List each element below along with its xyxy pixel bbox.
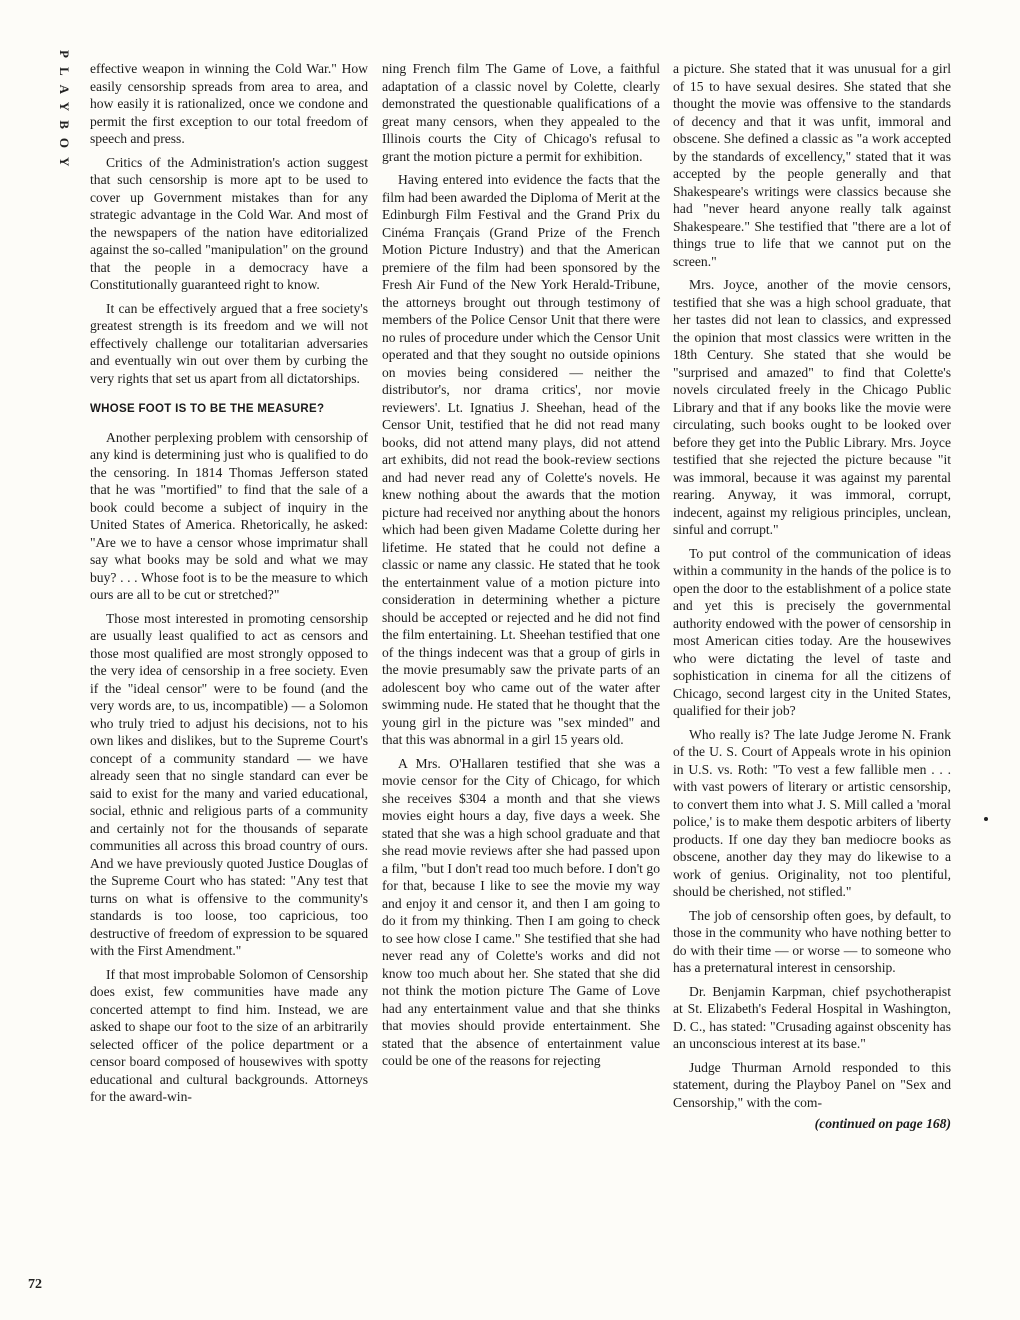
bullet-mark <box>984 817 988 821</box>
section-heading: WHOSE FOOT IS TO BE THE MEASURE? <box>90 403 325 415</box>
paragraph: Dr. Benjamin Karpman, chief psychotherapist at St. Elizabeth's Federal Hospital in Washington, D. C., has stated: "Crusading against obscenity has an unconscious interest at its base." <box>673 983 951 1051</box>
paragraph: Mrs. Joyce, another of the movie censors, testified that she was a high school graduate, that her tastes did not lean to classics, and expressed the opinion that most classics were written in the 18th Century. She stated that she would be "surprised and amazed" to find that Colette's novels circulated freely in the Chicago Public Library and that if any books like the movie were circulating, such books ought to be looked over before they get into the Public Library. Mrs. Joyce testified that she rejected the picture because "it was immoral, because it was against my parental rearing. Anyway, it was immoral, corrupt, indecent, against my religious principles, unclean, sinful and corrupt." <box>673 277 951 537</box>
masthead-playboy: PLAYBOY <box>57 50 72 176</box>
column-1 <box>90 60 368 1112</box>
paragraph: ning French film The Game of Love, a faithful adaptation of a classic novel by Colette, clearly demonstrated the questionable qualifications of a great many censors, when they appealed to the Illinois courts the City of Chicago's refusal to grant the motion picture a permit for exhibition. <box>382 61 660 164</box>
page-number: 72 <box>28 1277 42 1292</box>
paragraph: Having entered into evidence the facts that the film had been awarded the Diploma of Merit at the Edinburgh Film Festival and the Grand Prix du Cinéma Français (Grand Prize of the French Motion Picture Industry) and that the American premiere of the film had been sponsored by the Fresh Air Fund of the New York Herald-Tribune, the attorneys brought out through testimony of members of the Police Censor Unit that there were no rules of procedure under which the Censor Unit operated and that they sought no outside opinions on movies being considered — neither the distributor's, nor drama critics', nor movie reviewers'. Lt. Ignatius J. Sheehan, head of the Censor Unit, testified that he did not read many books, did not attend many plays, did not attend art exhibits, did not read the book-review sections and had never read any of Colette's novels. He knew nothing about the awards that the motion picture had received nor anything about the honors which had been given Madame Colette during her lifetime. He stated that he could not define a classic or name any classic. He stated that he took the entertainment value of a motion picture into consideration in determining whether a picture should be accepted or rejected and he did not find the film entertaining. Lt. Sheehan testified that one of the things indecent was that a group of girls in the movie presumably saw the private parts of an adolescent boy who came out of the water after swimming nude. He stated that he thought that the young girl in the picture was "sex minded" and that this was abnormal in a girl 15 years old. <box>382 172 660 747</box>
paragraph: To put control of the communication of ideas within a community in the hands of the police is to open the door to the establishment of a police state and yet this is precisely the governmental authority endowed with the power of censorship in most American cities today. Are the housewives who were dictating the level of taste and sophistication in cinema for all the citizens of Chicago, second largest city in the United States, qualified for their job? <box>673 545 951 718</box>
paragraph: Judge Thurman Arnold responded to this statement, during the Playboy Panel on "Sex and Censorship," with the com- <box>673 1059 951 1110</box>
paragraph: Who really is? The late Judge Jerome N. Frank of the U. S. Court of Appeals wrote in his opinion in U.S. vs. Roth: "To vest a few fallible men . . . with vast powers of literary or artistic censorship, to convert them into what J. S. Mill called a 'moral police,' is to make them despotic arbiters of liberty products. If one day they ban mediocre books as obscene, another day they may do likewise to a work of genius. Originality, not too plentiful, should be cherished, not stifled." <box>673 726 951 899</box>
paragraph: effective weapon in winning the Cold War." How easily censorship spreads from area to area, and how easily it is rationalized, once we condone and permit the first exception to our total freedom of speech and press. <box>90 61 368 146</box>
paragraph: It can be effectively argued that a free society's greatest strength is its freedom and we will not effectively challenge our totalitarian adversaries and eventually win out over them by curbing the very rights that set us apart from all dictatorships. <box>90 300 368 386</box>
paragraph: A Mrs. O'Hallaren testified that she was a movie censor for the City of Chicago, for which she receives $304 a month and that she views movies eight hours a day, five days a week. She stated that she was a high school graduate and that she read movie reviews after she had passed upon a film, "but I don't read too much before. I don't go for that, because I like to see the movie my way and enjoy it and censor it, and then I am going to do it from my thinking. Then I am going to check to see how close I came." She testified that she had never read any of Colette's works and did not know too much about her. She stated that she did not think the motion picture The Game of Love had any entertainment value and that she thinks that movies should provide entertainment. She stated that the absence of entertainment value could be one of the reasons for rejecting <box>382 755 660 1068</box>
paragraph: If that most improbable Solomon of Censorship does exist, few communities have made any concerted attempt to find him. Instead, we are asked to shape our foot to the size of an arbitrarily selected officer of the police department or a censor board composed of housewives with spotty educational and cultural backgrounds. Attorneys for the award-win- <box>90 966 368 1104</box>
paragraph: Those most interested in promoting censorship are usually least qualified to act as censors and those most qualified are most strongly opposed to the very idea of censorship in a free society. Even if the "ideal censor" were to be found (and the very words are, to us, incompatible) — a Solomon who truly tried to adjust his decisions, not to his own likes and dislikes, but to the Supreme Court's concept of a community standard — we have already seen that no single standard can ever be said to exist for the many and varied educational, social, ethnic and religious parts of a community and certainly not for the thousands of separate communities all across this broad country of ours. And we have previously quoted Justice Douglas of the Supreme Court who has stated: "Any test that turns on what is offensive to the community's standards is too loose, too capricious, too destructive of freedom of expression to be squared with the First Amendment." <box>90 610 368 958</box>
paragraph: Another perplexing problem with censorship of any kind is determining just who is qualified to do the censoring. In 1814 Thomas Jefferson stated that he was "mortified" to find that the sale of a book could become a subject of inquiry in the United States of America. Rhetorically, he asked: "Are we to have a censor whose imprimatur shall say what books may be sold and what we may buy? . . . Whose foot is to be the measure to which ours are all to be cut or stretched?" <box>90 429 368 602</box>
continued-note: (continued on page 168) <box>814 1116 951 1131</box>
paragraph: The job of censorship often goes, by default, to those in the community who have nothing better to do with their time — or worse — to someone who has a preternatural interest in censorship. <box>673 907 951 975</box>
column-2 <box>382 60 660 1076</box>
column-3 <box>673 60 951 1139</box>
paragraph: a picture. She stated that it was unusual for a girl of 15 to have sexual desires. She stated that she thought the movie was offensive to the standards of decency and that it was unfit, immoral and obscene. She defined a classic as "a work accepted by the standards of excellency," stated that it was accepted by the people generally and that Shakespeare's writings were classics because she had "never heard anyone really talk against Shakespeare." She testified that "there are a lot of things true to life that we cannot put on the screen." <box>673 61 951 269</box>
paragraph: Critics of the Administration's action suggest that such censorship is more apt to be used to cover up Government mistakes than for any strategic advantage in the Cold War. And most of the newspapers of the nation have editorialized against the so-called "manipulation" on the ground that the people in a democracy have a Constitutionally guaranteed right to know. <box>90 154 368 292</box>
